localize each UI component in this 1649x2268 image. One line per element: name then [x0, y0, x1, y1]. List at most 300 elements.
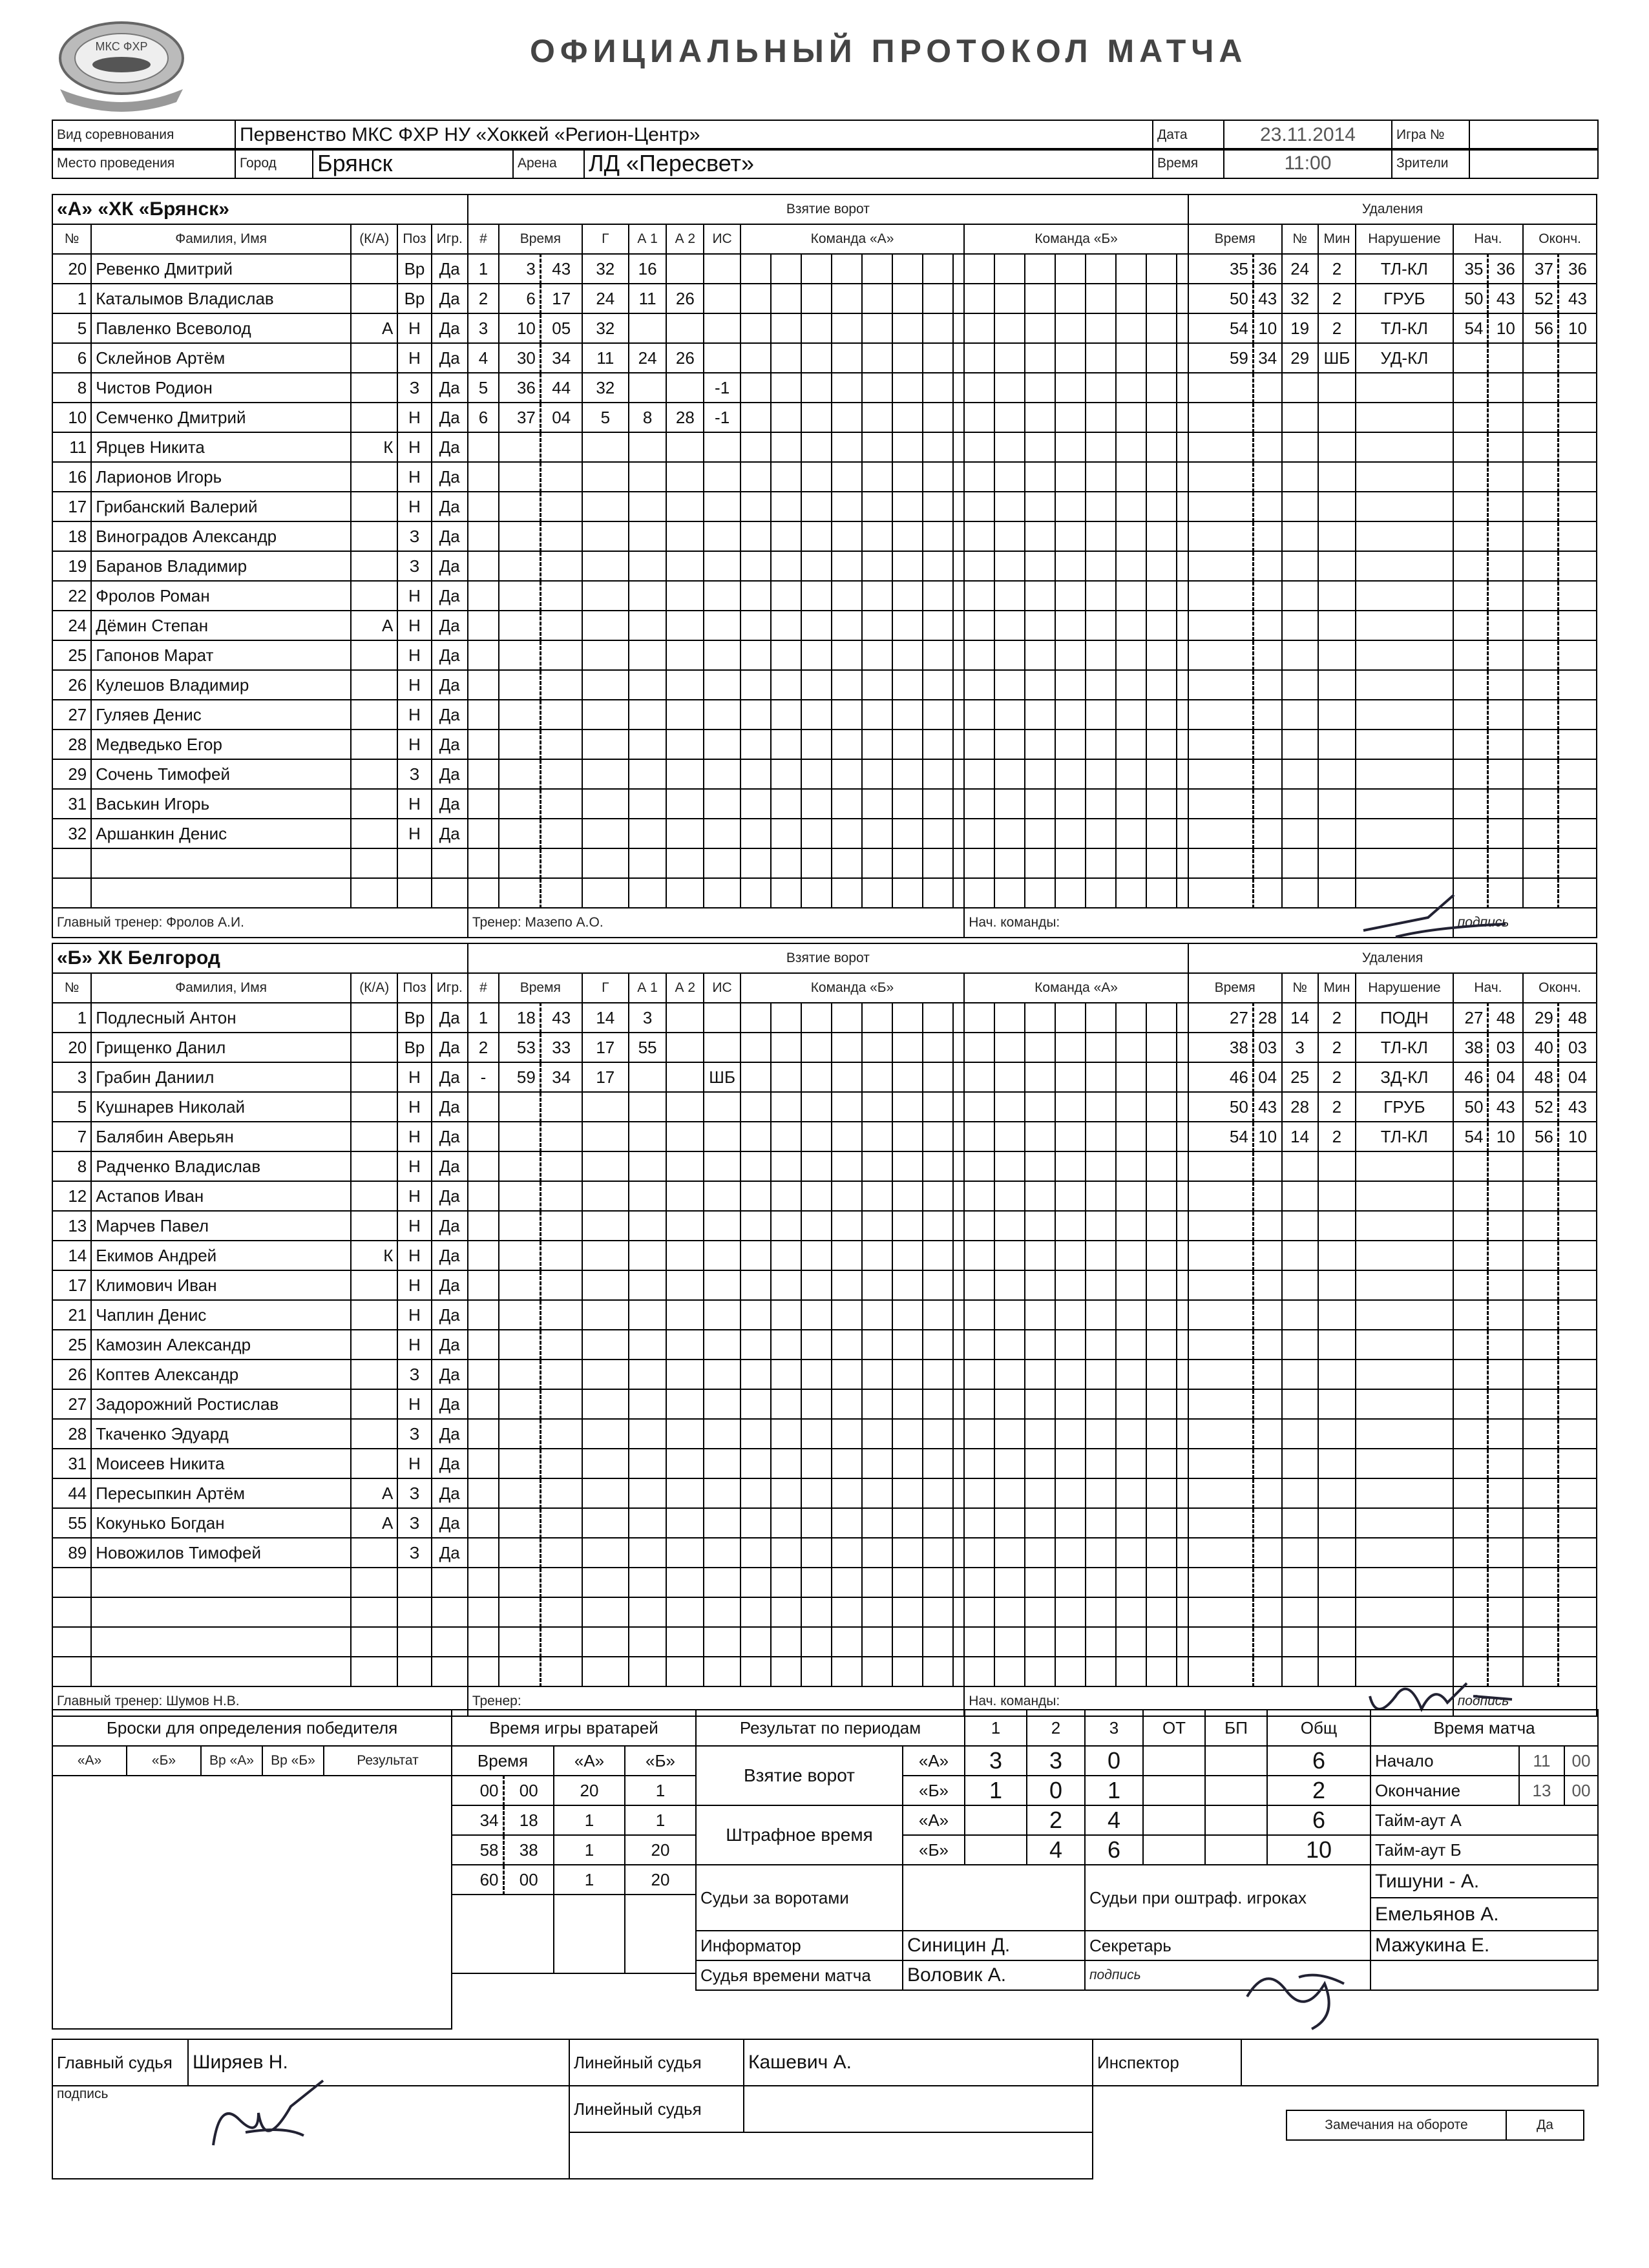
goal-sec: [540, 1241, 582, 1270]
player-played: Да: [432, 1151, 468, 1181]
player-pos: Вр: [397, 254, 431, 284]
pen-end-sec: 10: [1558, 1122, 1597, 1151]
shootout-title: Броски для определения победителя: [52, 1710, 452, 1746]
pen-end-sec: [1558, 373, 1597, 403]
pen-sec: 03: [1253, 1033, 1281, 1062]
pen-dur: [1318, 700, 1356, 730]
pen-start-sec: [1488, 1181, 1523, 1211]
pen-violation: [1356, 730, 1453, 759]
goalie-time-table: [451, 1709, 697, 1974]
player-played: Да: [432, 1062, 468, 1092]
pen-num: [1282, 759, 1318, 789]
informer-label: Информатор: [696, 1931, 903, 1960]
goal-is: [704, 848, 740, 878]
goal-is: ШБ: [704, 1062, 740, 1092]
player-pos: З: [397, 551, 431, 581]
player-name: Камозин Александр: [91, 1330, 351, 1360]
pen-violation: [1356, 1419, 1453, 1449]
goal-a1: [629, 1241, 666, 1270]
gk-b: 20: [625, 1865, 696, 1895]
table-row: [52, 1627, 1597, 1657]
secretary-value: Мажукина Е.: [1371, 1931, 1598, 1960]
pen-violation: [1356, 1478, 1453, 1508]
goal-n: 1: [468, 254, 499, 284]
goal-scorer: [582, 521, 629, 551]
pen-sec: [1253, 373, 1281, 403]
player-num: 24: [52, 611, 91, 640]
date-value: 23.11.2014: [1224, 120, 1392, 150]
table-row: [52, 403, 1597, 432]
table-row: [52, 1181, 1597, 1211]
goal-min: 10: [499, 313, 540, 343]
player-played: Да: [432, 1360, 468, 1389]
goal-is: [704, 759, 740, 789]
goal-scorer: [582, 1538, 629, 1568]
player-pos: Н: [397, 789, 431, 819]
goals-left-cell: [740, 730, 965, 759]
pen-sec: [1253, 670, 1281, 700]
goal-sec: [540, 730, 582, 759]
player-name: Ларионов Игорь: [91, 462, 351, 492]
pen-dur: 2: [1318, 1122, 1356, 1151]
goals-left-cell: [740, 848, 965, 878]
goal-min: [499, 789, 540, 819]
pen-end-min: [1523, 581, 1558, 611]
player-name: Марчев Павел: [91, 1211, 351, 1241]
player-name: Кокунько Богдан: [91, 1508, 351, 1538]
goals-left-cell: [740, 670, 965, 700]
pen-start-sec: [1488, 730, 1523, 759]
pen-end-min: [1523, 848, 1558, 878]
goals-left-cell: [740, 1627, 965, 1657]
goal-sec: [540, 492, 582, 521]
goal-min: [499, 1211, 540, 1241]
goal-n: 2: [468, 284, 499, 313]
pen-end-min: [1523, 640, 1558, 670]
player-ka: [351, 373, 397, 403]
end-sec: 00: [1564, 1776, 1598, 1805]
timeout-a-label: Тайм-аут А: [1371, 1805, 1598, 1835]
goal-n: [468, 1300, 499, 1330]
player-num: [52, 1657, 91, 1686]
pen-start-sec: [1488, 789, 1523, 819]
player-played: Да: [432, 462, 468, 492]
player-pos: Н: [397, 343, 431, 373]
team_a-col-g: Г: [582, 224, 629, 254]
pen-end-min: [1523, 1419, 1558, 1449]
goal-n: [468, 1419, 499, 1449]
player-name: Сочень Тимофей: [91, 759, 351, 789]
pen-min: [1188, 1389, 1253, 1419]
pen-end-sec: [1558, 551, 1597, 581]
player-ka: [351, 819, 397, 848]
goals-label: Взятие ворот: [696, 1746, 903, 1805]
pen-num: 32: [1282, 284, 1318, 313]
remarks-value: Да: [1506, 2110, 1584, 2140]
pen-violation: [1356, 611, 1453, 640]
player-played: Да: [432, 373, 468, 403]
pen-start-sec: [1488, 611, 1523, 640]
player-num: 13: [52, 1211, 91, 1241]
pim-label: Штрафное время: [696, 1805, 903, 1865]
goal-a1: [629, 432, 666, 462]
pen-min: [1188, 432, 1253, 462]
goal-scorer: [582, 1449, 629, 1478]
player-played: Да: [432, 1033, 468, 1062]
goal-min: [499, 759, 540, 789]
pen-sec: 34: [1253, 343, 1281, 373]
player-ka: [351, 1122, 397, 1151]
player-pos: Н: [397, 1122, 431, 1151]
pen-start-min: 46: [1453, 1062, 1488, 1092]
game-label: Игра №: [1392, 120, 1469, 150]
goal-a1: [629, 1330, 666, 1360]
pen-min: 46: [1188, 1062, 1253, 1092]
player-num: 28: [52, 730, 91, 759]
goal-scorer: [582, 848, 629, 878]
pen-sec: [1253, 640, 1281, 670]
pen-end-min: [1523, 1389, 1558, 1419]
table-row: [52, 284, 1597, 313]
timekeeper-value: Воловик А.: [903, 1960, 1085, 1990]
pen-end-sec: [1558, 700, 1597, 730]
goal-a2: [666, 1033, 704, 1062]
table-row: [452, 1805, 696, 1835]
pen-end-min: [1523, 1300, 1558, 1330]
gk-col-time: Время: [452, 1746, 554, 1776]
pen-violation: ТЛ-КЛ: [1356, 254, 1453, 284]
goals-right-cell: [964, 581, 1188, 611]
team_a-head-coach-label: Главный тренер:: [57, 915, 163, 930]
pen-sec: [1253, 1360, 1281, 1389]
pim-b-ot: [1143, 1835, 1205, 1865]
goals-right-cell: [964, 878, 1188, 908]
player-num: 12: [52, 1181, 91, 1211]
pen-sec: [1253, 462, 1281, 492]
pen-end-min: [1523, 1360, 1558, 1389]
goal-min: [499, 848, 540, 878]
goal-sec: [540, 878, 582, 908]
goal-min: [499, 1538, 540, 1568]
goals-right-cell: [964, 1003, 1188, 1033]
player-num: 27: [52, 1389, 91, 1419]
pen-end-sec: [1558, 1389, 1597, 1419]
pen-start-sec: [1488, 1151, 1523, 1181]
player-played: Да: [432, 521, 468, 551]
pen-sec: [1253, 1270, 1281, 1300]
goal-a2: [666, 878, 704, 908]
player-ka: [351, 254, 397, 284]
pen-min: [1188, 1270, 1253, 1300]
pen-end-min: [1523, 819, 1558, 848]
pen-dur: 2: [1318, 1033, 1356, 1062]
goal-sec: [540, 1657, 582, 1686]
pim-b-p1: [965, 1835, 1027, 1865]
pen-num: [1282, 1657, 1318, 1686]
player-name: Павленко Всеволод: [91, 313, 351, 343]
goal-n: [468, 1627, 499, 1657]
shootout-col-a: «А»: [52, 1746, 127, 1776]
player-played: Да: [432, 1092, 468, 1122]
goal-scorer: [582, 640, 629, 670]
goal-min: [499, 492, 540, 521]
gk-m: 00: [452, 1776, 503, 1805]
player-pos: З: [397, 521, 431, 551]
goal-min: [499, 1419, 540, 1449]
goals-right-cell: [964, 492, 1188, 521]
pen-violation: УД-КЛ: [1356, 343, 1453, 373]
pen-dur: [1318, 759, 1356, 789]
pen-end-min: [1523, 1538, 1558, 1568]
goal-n: [468, 1568, 499, 1597]
pen-sec: [1253, 432, 1281, 462]
goal-scorer: [582, 759, 629, 789]
pen-dur: [1318, 640, 1356, 670]
pen-sec: [1253, 1657, 1281, 1686]
team_b-col-name: Фамилия, Имя: [91, 973, 351, 1003]
pen-end-sec: [1558, 1627, 1597, 1657]
goal-a1: [629, 581, 666, 611]
pen-violation: ТЛ-КЛ: [1356, 313, 1453, 343]
goal-sec: 34: [540, 1062, 582, 1092]
player-pos: З: [397, 373, 431, 403]
goals-left-cell: [740, 462, 965, 492]
player-played: Да: [432, 819, 468, 848]
table-row: [52, 1300, 1597, 1330]
team_b-penalties-title: Удаления: [1188, 943, 1597, 973]
player-ka: [351, 1033, 397, 1062]
pen-end-min: [1523, 878, 1558, 908]
pen-start-min: [1453, 819, 1488, 848]
team_a-col-pen-end: Оконч.: [1523, 224, 1597, 254]
pen-violation: [1356, 373, 1453, 403]
pen-sec: 10: [1253, 1122, 1281, 1151]
player-ka: А: [351, 1478, 397, 1508]
pen-start-min: [1453, 1389, 1488, 1419]
pen-start-min: [1453, 759, 1488, 789]
table-row: [52, 640, 1597, 670]
pen-violation: [1356, 1389, 1453, 1419]
goal-judges-label: Судьи за воротами: [696, 1865, 903, 1931]
pen-min: [1188, 848, 1253, 878]
pen-end-sec: [1558, 432, 1597, 462]
goal-n: 6: [468, 403, 499, 432]
goals-right-cell: [964, 1241, 1188, 1270]
inspector-label: Инспектор: [1093, 2039, 1241, 2086]
goal-min: 59: [499, 1062, 540, 1092]
pen-min: [1188, 492, 1253, 521]
table-row: [52, 1449, 1597, 1478]
player-played: Да: [432, 1478, 468, 1508]
goals-b-p2: 0: [1027, 1776, 1085, 1805]
goal-scorer: [582, 730, 629, 759]
pen-sec: [1253, 492, 1281, 521]
pen-min: [1188, 640, 1253, 670]
table-row: [52, 373, 1597, 403]
goal-a2: [666, 1478, 704, 1508]
goal-scorer: [582, 1360, 629, 1389]
pen-violation: ГРУБ: [1356, 1092, 1453, 1122]
timekeeper-label: Судья времени матча: [696, 1960, 903, 1990]
pen-end-sec: [1558, 670, 1597, 700]
goals-right-cell: [964, 1419, 1188, 1449]
goal-n: [468, 492, 499, 521]
svg-text:МКС ФХР: МКС ФХР: [95, 40, 148, 53]
pen-sec: [1253, 878, 1281, 908]
team_a-col-pen-start: Нач.: [1453, 224, 1523, 254]
pen-sec: [1253, 1330, 1281, 1360]
table-row: [52, 1508, 1597, 1538]
pen-min: [1188, 1151, 1253, 1181]
goal-a2: [666, 789, 704, 819]
pen-violation: [1356, 848, 1453, 878]
player-ka: [351, 640, 397, 670]
goals-right-cell: [964, 1122, 1188, 1151]
goals-right-cell: [964, 759, 1188, 789]
goal-a1: [629, 521, 666, 551]
pen-min: [1188, 1181, 1253, 1211]
goal-min: [499, 1360, 540, 1389]
goal-sec: [540, 1568, 582, 1597]
goals-right-cell: [964, 611, 1188, 640]
pen-dur: [1318, 1270, 1356, 1300]
player-pos: З: [397, 1508, 431, 1538]
pen-violation: [1356, 1211, 1453, 1241]
pen-dur: [1318, 1181, 1356, 1211]
pen-num: [1282, 730, 1318, 759]
team_a-col-pen-violation: Нарушение: [1356, 224, 1453, 254]
pen-start-sec: 04: [1488, 1062, 1523, 1092]
player-num: [52, 878, 91, 908]
pen-num: 14: [1282, 1122, 1318, 1151]
goal-a2: [666, 1508, 704, 1538]
player-num: 8: [52, 1151, 91, 1181]
goal-is: [704, 492, 740, 521]
team_b-head-coach-value: Шумов Н.В.: [166, 1694, 240, 1708]
time-label: Время: [1153, 149, 1224, 178]
pen-num: [1282, 700, 1318, 730]
goal-a2: [666, 640, 704, 670]
league-logo: [50, 18, 193, 115]
player-pos: [397, 878, 431, 908]
goal-sec: 17: [540, 284, 582, 313]
pen-start-sec: [1488, 1508, 1523, 1538]
goal-is: [704, 1360, 740, 1389]
pen-num: [1282, 1568, 1318, 1597]
pen-num: [1282, 819, 1318, 848]
player-ka: [351, 670, 397, 700]
team_a-goals-title: Взятие ворот: [468, 194, 1188, 224]
goals-right-cell: [964, 1300, 1188, 1330]
pen-end-sec: [1558, 462, 1597, 492]
pen-start-sec: [1488, 640, 1523, 670]
goal-min: [499, 1657, 540, 1686]
goal-is: [704, 1300, 740, 1330]
pen-end-sec: [1558, 1211, 1597, 1241]
player-ka: [351, 1597, 397, 1627]
goal-sec: 04: [540, 403, 582, 432]
goal-n: [468, 759, 499, 789]
player-num: 27: [52, 700, 91, 730]
pen-num: [1282, 1508, 1318, 1538]
player-num: 8: [52, 373, 91, 403]
table-row: [52, 1241, 1597, 1270]
pen-num: [1282, 432, 1318, 462]
goal-n: [468, 611, 499, 640]
pen-violation: [1356, 1627, 1453, 1657]
goal-min: [499, 670, 540, 700]
pen-num: 24: [1282, 254, 1318, 284]
player-ka: [351, 492, 397, 521]
goal-is: [704, 551, 740, 581]
player-played: Да: [432, 284, 468, 313]
pen-start-min: [1453, 789, 1488, 819]
goal-n: [468, 1241, 499, 1270]
periods-table: [695, 1709, 1599, 1991]
pen-start-sec: [1488, 670, 1523, 700]
player-pos: [397, 848, 431, 878]
goals-right-cell: [964, 1449, 1188, 1478]
pen-start-min: [1453, 432, 1488, 462]
pen-end-min: [1523, 1478, 1558, 1508]
goal-a1: 24: [629, 343, 666, 373]
pen-end-min: [1523, 1330, 1558, 1360]
pen-start-min: [1453, 611, 1488, 640]
pen-min: [1188, 819, 1253, 848]
goal-is: [704, 1657, 740, 1686]
linesman-1-value: Кашевич А.: [744, 2039, 1093, 2086]
pen-start-sec: [1488, 403, 1523, 432]
player-played: [432, 878, 468, 908]
pen-sec: [1253, 611, 1281, 640]
player-ka: [351, 581, 397, 611]
period-total: Общ: [1267, 1710, 1371, 1746]
period-bp: БП: [1205, 1710, 1267, 1746]
goal-a2: [666, 1538, 704, 1568]
player-name: Балябин Аверьян: [91, 1122, 351, 1151]
pen-end-sec: [1558, 581, 1597, 611]
goal-min: 3: [499, 254, 540, 284]
pen-end-min: [1523, 492, 1558, 521]
spectators-label: Зрители: [1392, 149, 1469, 178]
pen-sec: [1253, 759, 1281, 789]
pen-num: [1282, 848, 1318, 878]
table-row: [52, 1330, 1597, 1360]
goal-is: -1: [704, 373, 740, 403]
pen-num: 19: [1282, 313, 1318, 343]
pen-dur: [1318, 1478, 1356, 1508]
player-pos: Н: [397, 1300, 431, 1330]
team_a-col-played: Игр.: [432, 224, 468, 254]
player-played: Да: [432, 254, 468, 284]
goal-min: 6: [499, 284, 540, 313]
pen-start-min: [1453, 551, 1488, 581]
pen-end-min: 52: [1523, 1092, 1558, 1122]
player-pos: Н: [397, 462, 431, 492]
pen-start-sec: [1488, 1360, 1523, 1389]
pen-num: [1282, 581, 1318, 611]
page-title: ОФИЦИАЛЬНЫЙ ПРОТОКОЛ МАТЧА: [530, 33, 1248, 69]
gk-b: 1: [625, 1805, 696, 1835]
goals-left-cell: [740, 1419, 965, 1449]
goal-a1: [629, 1122, 666, 1151]
gk-a: 1: [554, 1835, 625, 1865]
start-min: 11: [1519, 1746, 1564, 1776]
pen-start-sec: [1488, 1597, 1523, 1627]
goals-a-ot: [1143, 1746, 1205, 1776]
goals-right-cell: [964, 1597, 1188, 1627]
goal-n: [468, 670, 499, 700]
